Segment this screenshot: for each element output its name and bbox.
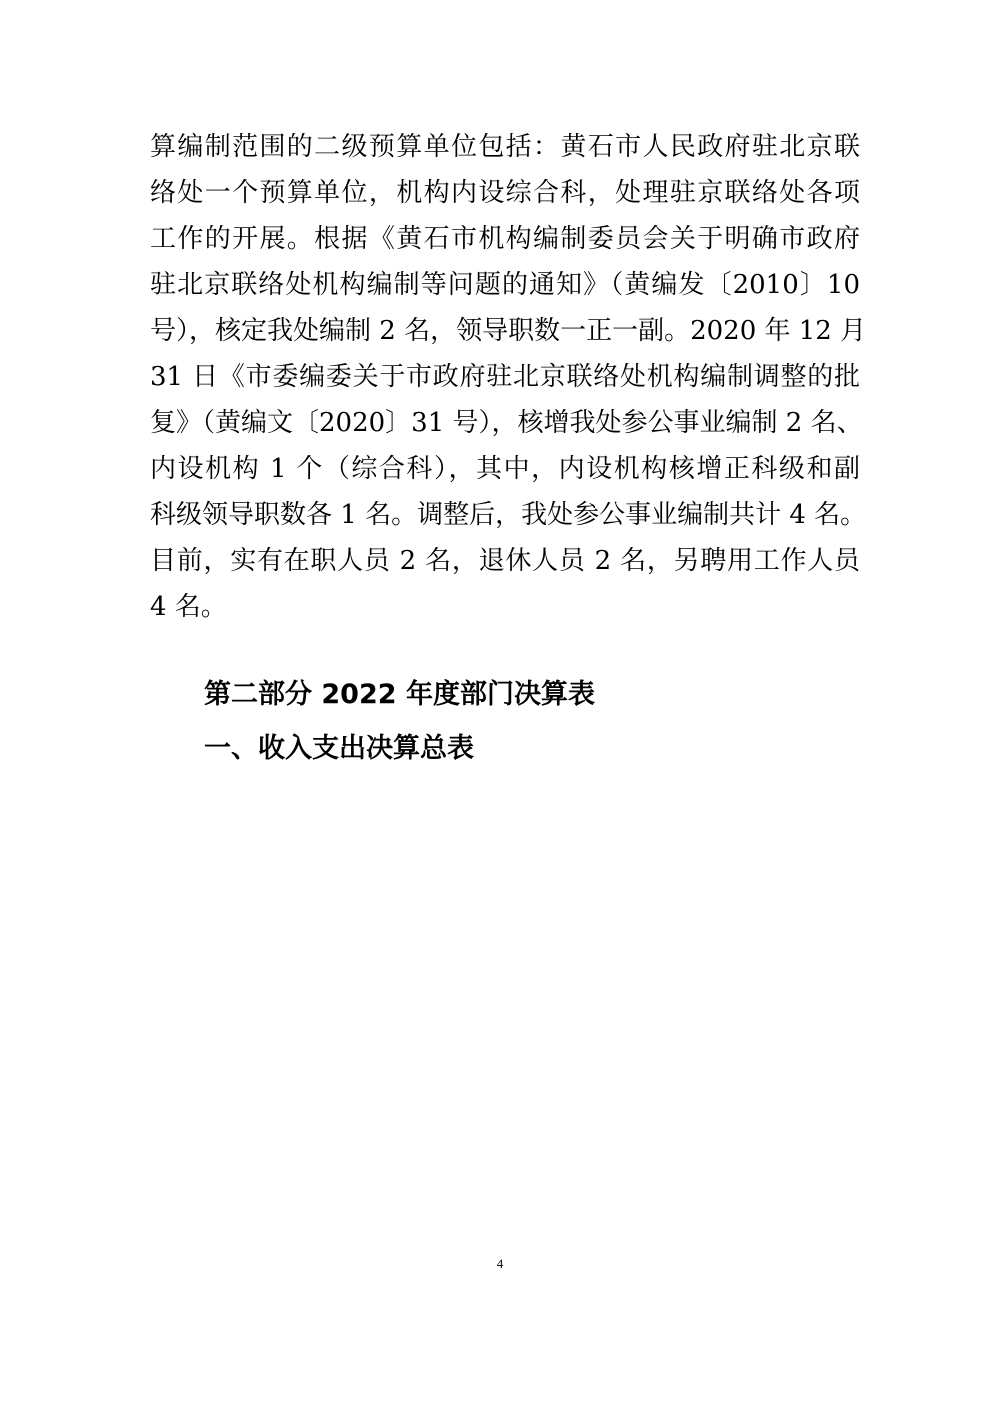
paragraph-line: 目前，实有在职人员 2 名，退休人员 2 名，另聘用工作人员: [150, 546, 860, 576]
page-number: 4: [496, 1256, 504, 1271]
paragraph-line: 内设机构 1 个（综合科），其中，内设机构核增正科级和副: [150, 454, 860, 484]
paragraph-line: 号），核定我处编制 2 名，领导职数一正一副。2020 年 12 月: [150, 316, 867, 346]
table-heading: 一、收入支出决算总表: [204, 733, 474, 764]
paragraph-line: 工作的开展。根据《黄石市机构编制委员会关于明确市政府: [150, 224, 860, 254]
paragraph-line: 科级领导职数各 1 名。调整后，我处参公事业编制共计 4 名。: [150, 500, 867, 530]
paragraph-line: 驻北京联络处机构编制等问题的通知》（黄编发〔2010〕10: [150, 270, 860, 300]
paragraph-line: 4 名。: [150, 592, 227, 622]
paragraph-line: 复》（黄编文〔2020〕31 号），核增我处参公事业编制 2 名、: [150, 408, 863, 438]
body-paragraph: [150, 124, 867, 630]
paragraph-line: 31 日《市委编委关于市政府驻北京联络处机构编制调整的批: [150, 362, 860, 392]
paragraph-line: 络处一个预算单位，机构内设综合科，处理驻京联络处各项: [150, 178, 860, 208]
part-heading: 第二部分 2022 年度部门决算表: [204, 679, 595, 710]
paragraph-line: 算编制范围的二级预算单位包括：黄石市人民政府驻北京联: [150, 132, 860, 162]
